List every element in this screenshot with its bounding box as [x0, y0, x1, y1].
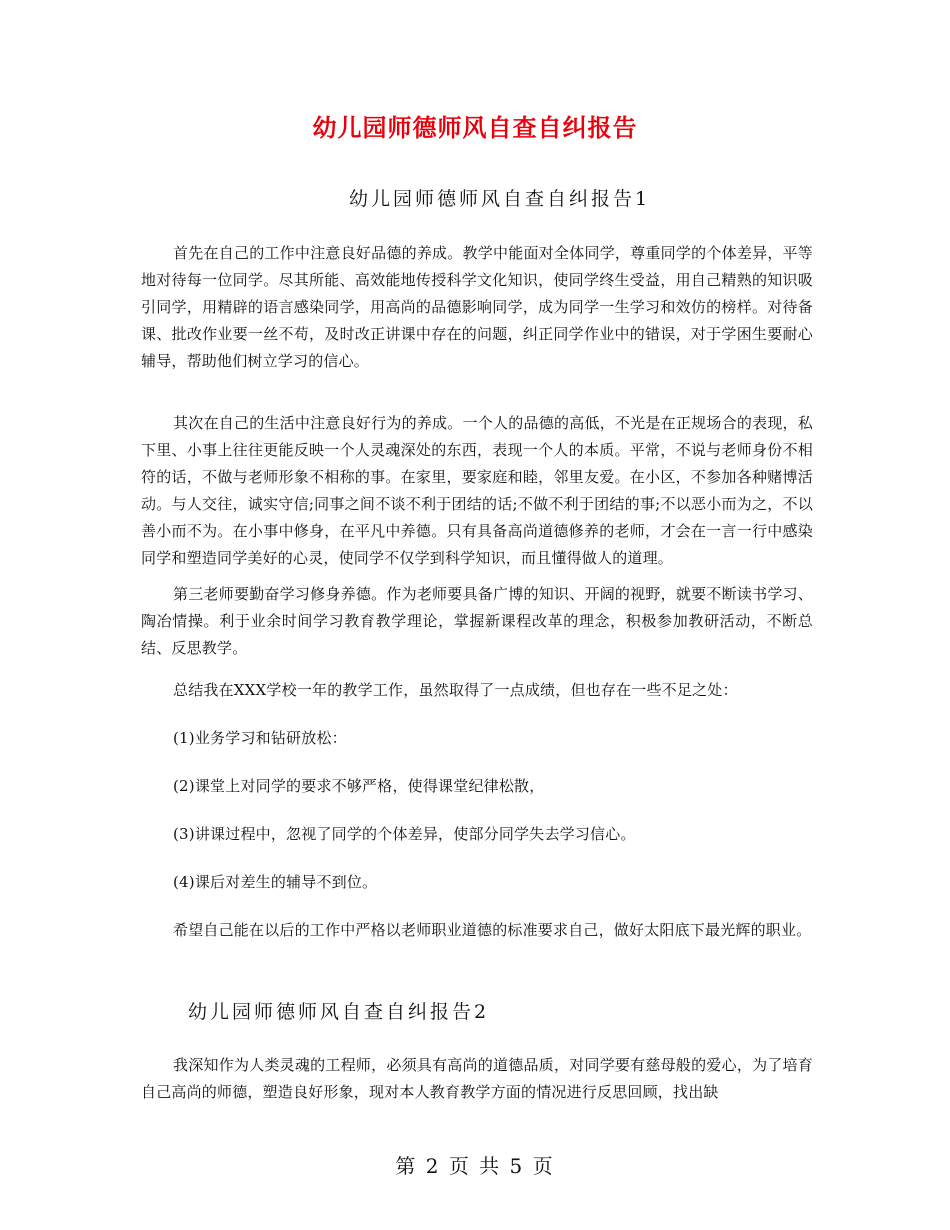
page-number-footer: 第 2 页 共 5 页	[395, 1154, 555, 1178]
list-item: (2)课堂上对同学的要求不够严格，使得课堂纪律松散，	[173, 777, 545, 795]
paragraph: 其次在自己的生活中注意良好行为的养成。一个人的品德的高低，不光是在正规场合的表现，私下里、小事上往往更能反映一个人灵魂深处的东西，表现一个人的本质。平常，不说与老师身份不相符的话，不做与老师形象不相称的事。在家里，要家庭和睦，邻里友爱。在小区，不参加各种赌博活动。与人交往，诚实守信;同事之间不谈不利于团结的话;不做不利于团结的事;不以恶小而为之，不以善小而不为。在小事中修身，在平凡中养德。只有具备高尚道德修养的老师，才会在一言一行中感染同学和塑造同学美好的心灵，使同学不仅学到科学知识，而且懂得做人的道理。	[141, 414, 813, 567]
paragraph: 第三老师要勤奋学习修身养德。作为老师要具备广博的知识、开阔的视野，就要不断读书学习、陶冶情操。利于业余时间学习教育教学理论，掌握新课程改革的理念，积极参加教研活动，不断总结、反思教学。	[141, 585, 813, 657]
section-heading-2: 幼儿园师德师风自查自纠报告2	[188, 1001, 490, 1023]
paragraph: 总结我在XXX学校一年的教学工作，虽然取得了一点成绩，但也存在一些不足之处：	[173, 681, 738, 699]
document-title: 幼儿园师德师风自查自纠报告	[312, 114, 638, 142]
section-heading-1: 幼儿园师德师风自查自纠报告1	[349, 188, 651, 210]
paragraph: 希望自己能在以后的工作中严格以老师职业道德的标准要求自己，做好太阳底下最光辉的职业。	[173, 921, 812, 939]
paragraph: 我深知作为人类灵魂的工程师，必须具有高尚的道德品质，对同学要有慈母般的爱心，为了培育自己高尚的师德，塑造良好形象，现对本人教育教学方面的情况进行反思回顾，找出缺	[141, 1056, 813, 1101]
list-item: (4)课后对差生的辅导不到位。	[173, 873, 378, 891]
list-item: (3)讲课过程中，忽视了同学的个体差异，使部分同学失去学习信心。	[173, 825, 636, 843]
paragraph: 首先在自己的工作中注意良好品德的养成。教学中能面对全体同学，尊重同学的个体差异，平等地对待每一位同学。尽其所能、高效能地传授科学文化知识，使同学终生受益，用自己精熟的知识吸引同学，用精辟的语言感染同学，用高尚的品德影响同学，成为同学一生学习和效仿的榜样。对待备课、批改作业要一丝不苟，及时改正讲课中存在的问题，纠正同学作业中的错误，对于学困生要耐心辅导，帮助他们树立学习的信心。	[141, 244, 813, 370]
list-item: (1)业务学习和钻研放松：	[173, 729, 347, 747]
